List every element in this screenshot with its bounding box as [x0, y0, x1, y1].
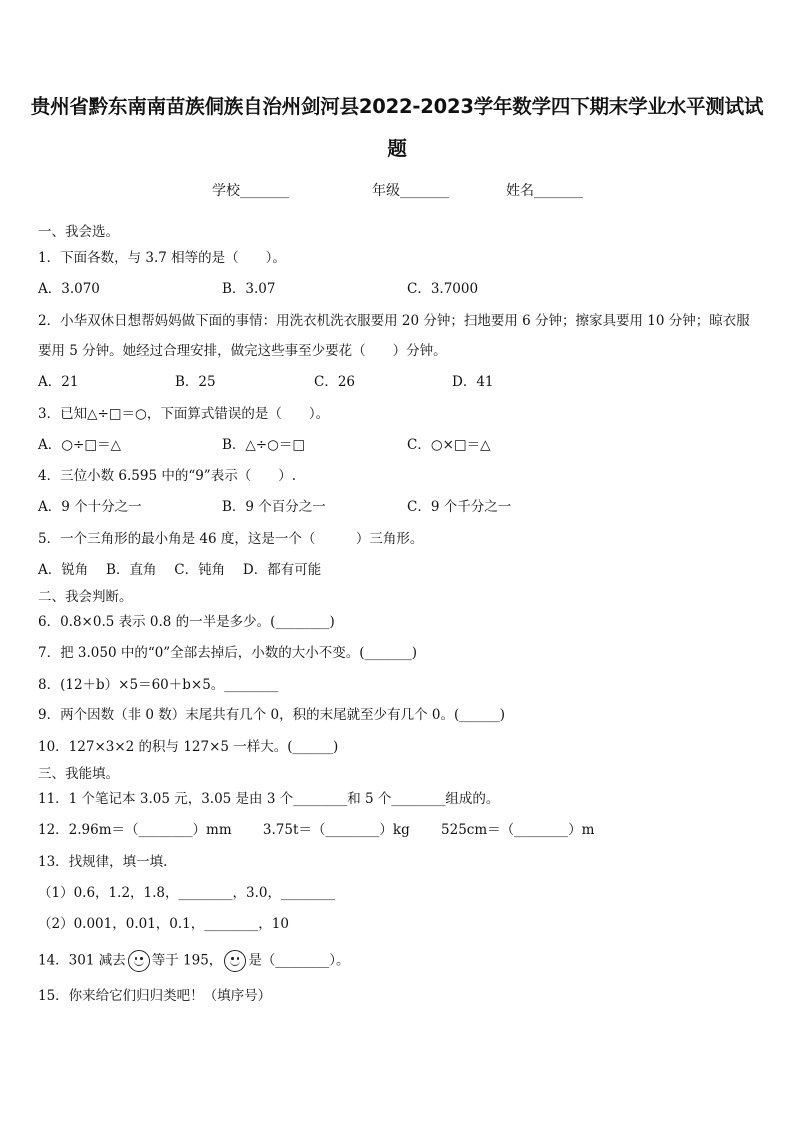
question-13-part-1: （1）0.6，1.2，1.8，________，3.0，________ [38, 885, 335, 901]
question-7: 7．把 3.050 中的“0”全部去掉后，小数的大小不变。(_______) [38, 645, 417, 661]
question-9: 9．两个因数（非 0 数）末尾共有几个 0，积的末尾就至少有几个 0。(______) [38, 707, 506, 723]
name-field: 姓名_______ [506, 183, 583, 199]
question-12: 12．2.96m＝（________）mm 3.75t＝（________）kg 525cm＝（________）m [38, 822, 595, 838]
q1-option-a: A．3.070 [38, 281, 100, 297]
question-13: 13．找规律，填一填. [38, 854, 168, 870]
question-15: 15．你来给它们归归类吧！（填序号） [38, 988, 272, 1004]
question-11: 11．1 个笔记本 3.05 元，3.05 是由 3 个________和 5 个________组成的。 [38, 791, 500, 807]
question-14 [38, 950, 764, 972]
section-heading-fill: 三、我能填。 [38, 766, 119, 782]
question-8: 8．(12＋b）×5＝60＋b×5。________ [38, 677, 279, 693]
q2-option-a: A．21 [38, 374, 79, 390]
question-1: 1．下面各数，与 3.7 相等的是（ ）。 [38, 250, 286, 266]
question-2-line-1: 2．小华双休日想帮妈妈做下面的事情：用洗衣机洗衣服要用 20 分钟；扫地要用 6 分钟；擦家具要用 10 分钟；晾衣服 [38, 313, 750, 329]
q14-text-c: 是（________）。 [248, 952, 350, 969]
question-3: 3．已知△÷□＝○，下面算式错误的是（ ）。 [38, 406, 330, 422]
q4-option-a: A．9 个十分之一 [38, 499, 142, 515]
q5-options: A．锐角 B．直角 C．钝角 D．都有可能 [38, 562, 322, 578]
question-6: 6．0.8×0.5 表示 0.8 的一半是多少。(________) [38, 614, 335, 630]
question-4: 4．三位小数 6.595 中的“9”表示（ ）. [38, 468, 297, 484]
smiley-face-icon [224, 950, 246, 972]
page-title: 贵州省黔东南南苗族侗族自治州剑河县2022-2023学年数学四下期末学业水平测试试题 [30, 95, 764, 160]
q2-option-c: C．26 [314, 374, 356, 390]
q14-text-b: 等于 195， [151, 952, 223, 969]
grade-field: 年级_______ [372, 183, 449, 199]
q14-text-a: 14．301 减去 [38, 952, 126, 969]
q1-option-b: B．3.07 [222, 281, 276, 297]
q2-option-b: B．25 [175, 374, 216, 390]
question-5: 5．一个三角形的最小角是 46 度，这是一个（ ）三角形。 [38, 531, 424, 547]
q4-option-b: B．9 个百分之一 [222, 499, 326, 515]
q3-option-b: B．△÷○＝□ [222, 437, 306, 453]
smiley-face-icon [128, 950, 150, 972]
question-13-part-2: （2）0.001，0.01，0.1，________，10 [38, 916, 289, 932]
section-heading-choice: 一、我会选。 [38, 224, 119, 240]
question-2-line-2: 要用 5 分钟。她经过合理安排，做完这些事至少要花（ ）分钟。 [38, 343, 447, 359]
q2-option-d: D．41 [452, 374, 494, 390]
q1-option-c: C．3.7000 [407, 281, 479, 297]
section-heading-judge: 二、我会判断。 [38, 589, 133, 605]
school-field: 学校_______ [212, 183, 289, 199]
question-10: 10．127×3×2 的积与 127×5 一样大。(______) [38, 739, 339, 755]
q4-option-c: C．9 个千分之一 [407, 499, 512, 515]
q3-option-a: A．○÷□＝△ [38, 437, 121, 453]
q3-option-c: C．○×□＝△ [407, 437, 491, 453]
